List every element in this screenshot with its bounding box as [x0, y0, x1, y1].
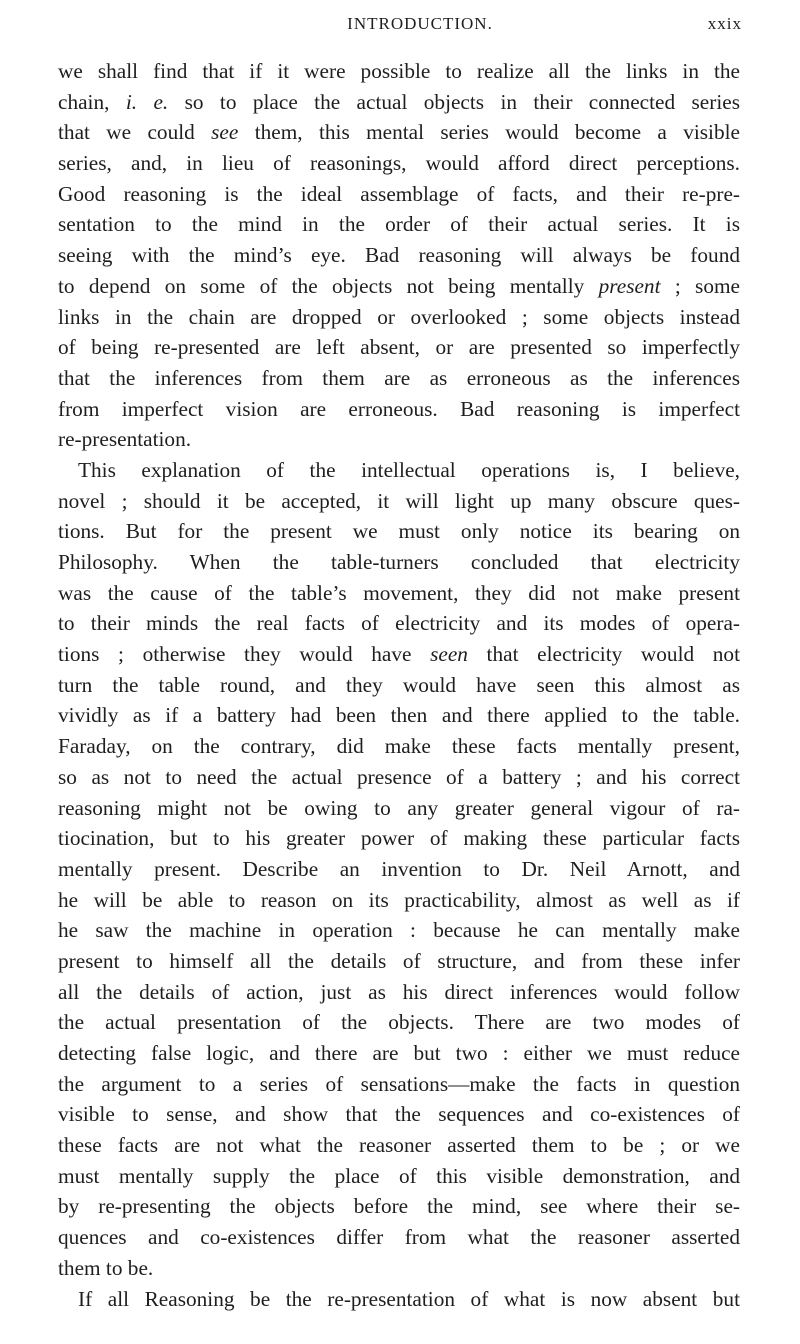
- text-segment: sentation to the mind in the order of their actual series. It is: [58, 212, 740, 237]
- text-line: [58, 87, 740, 118]
- text-segment: Faraday, on the contrary, did make these facts mentally present,: [58, 734, 740, 759]
- text-segment: quences and co-existences differ from what the reasoner asserted: [58, 1225, 740, 1250]
- text-segment: from imperfect vision are erroneous. Bad reasoning is imperfect: [58, 396, 740, 421]
- italic-text: present: [598, 273, 661, 298]
- text-segment: mentally present. Describe an invention to Dr. Neil Arnott, and: [58, 856, 740, 881]
- text-line: [58, 670, 740, 701]
- text-line: [58, 179, 740, 210]
- text-segment: chain,: [58, 89, 126, 114]
- text-segment: he will be able to reason on its practicability, almost as well as if: [58, 887, 740, 912]
- text-segment: novel ; should it be accepted, it will light up many obscure ques-: [58, 488, 740, 513]
- text-line: [58, 117, 740, 148]
- text-segment: Philosophy. When the table-turners concluded that electricity: [58, 550, 740, 574]
- text-segment: re-presentation.: [58, 427, 192, 452]
- text-line: [58, 608, 740, 639]
- text-segment: that the inferences from them are as erroneous as the inferences: [58, 365, 740, 390]
- text-line: [58, 363, 740, 394]
- text-segment: the argument to a series of sensations—make the facts in question: [58, 1071, 740, 1096]
- text-segment: we shall find that if it were possible to realize all the links in the: [58, 59, 740, 83]
- text-segment: that we could: [58, 120, 212, 145]
- text-segment: them, this mental series would become a visible: [238, 120, 740, 145]
- text-line: [58, 394, 740, 425]
- page-number: xxix: [707, 14, 742, 33]
- text-segment: so as not to need the actual presence of a battery ; and his correct: [58, 764, 740, 789]
- text-line: [58, 915, 740, 946]
- text-segment: tions. But for the present we must only notice its bearing on: [58, 519, 740, 544]
- text-line: [58, 240, 740, 271]
- text-line: [58, 302, 740, 333]
- text-line: [58, 1222, 740, 1253]
- italic-text: see: [211, 120, 239, 145]
- text-segment: ; some: [660, 273, 740, 298]
- text-line: [58, 977, 740, 1008]
- body-text: [58, 56, 740, 1314]
- text-line: [58, 762, 740, 793]
- text-line: [58, 1007, 740, 1038]
- text-line: [58, 486, 740, 517]
- text-segment: seeing with the mind’s eye. Bad reasoning will always be found: [58, 243, 740, 268]
- text-line: [58, 547, 740, 578]
- text-line: [58, 1069, 740, 1100]
- text-segment: so to place the actual objects in their connected series: [168, 89, 740, 114]
- text-segment: by re-presenting the objects before the mind, see where their se-: [58, 1194, 740, 1219]
- text-segment: turn the table round, and they would have seen this almost as: [58, 672, 740, 697]
- text-segment: links in the chain are dropped or overlooked ; some objects instead: [58, 304, 740, 329]
- text-segment: must mentally supply the place of this visible demonstration, and: [58, 1163, 740, 1188]
- text-line: [58, 209, 740, 240]
- text-segment: all the details of action, just as his direct inferences would follow: [58, 979, 740, 1004]
- text-line: [58, 1038, 740, 1069]
- text-line: [58, 1253, 740, 1284]
- text-line: [58, 854, 740, 885]
- text-line: [58, 700, 740, 731]
- text-line: [58, 1284, 740, 1315]
- running-title: INTRODUCTION.: [347, 14, 493, 33]
- text-line: [58, 1130, 740, 1161]
- text-segment: tions ; otherwise they would have: [58, 642, 431, 667]
- text-line: [58, 56, 740, 87]
- text-segment: that electricity would not: [467, 642, 740, 667]
- text-segment: detecting false logic, and there are but two : either we must reduce: [58, 1041, 740, 1065]
- text-segment: he saw the machine in operation : because he can mentally make: [58, 918, 740, 943]
- text-segment: reasoning might not be owing to any greater general vigour of ra-: [58, 795, 740, 820]
- text-segment: present to himself all the details of structure, and from these infer: [58, 948, 740, 973]
- text-segment: to depend on some of the objects not being mentally: [58, 273, 599, 298]
- text-segment: This explanation of the intellectual operations is, I believe,: [78, 457, 740, 482]
- text-line: [58, 639, 740, 670]
- text-line: [58, 578, 740, 609]
- text-line: [58, 271, 740, 302]
- text-segment: series, and, in lieu of reasonings, would afford direct perceptions.: [58, 151, 740, 176]
- text-line: [58, 148, 740, 179]
- text-line: [58, 455, 740, 486]
- text-line: [58, 793, 740, 824]
- text-segment: was the cause of the table’s movement, they did not make present: [58, 580, 740, 605]
- text-segment: If all Reasoning be the re-presentation of what is now absent but: [78, 1286, 740, 1311]
- text-line: [58, 1191, 740, 1222]
- text-segment: them to be.: [58, 1255, 154, 1280]
- text-line: [58, 516, 740, 547]
- text-line: [58, 731, 740, 762]
- text-line: [58, 424, 740, 455]
- text-segment: of being re-presented are left absent, or are presented so imperfectly: [58, 335, 740, 360]
- text-line: [58, 946, 740, 977]
- text-segment: visible to sense, and show that the sequences and co-existences of: [58, 1102, 740, 1127]
- text-line: [58, 885, 740, 916]
- text-segment: these facts are not what the reasoner asserted them to be ; or we: [58, 1133, 740, 1158]
- italic-text: seen: [430, 642, 468, 667]
- text-line: [58, 823, 740, 854]
- text-segment: Good reasoning is the ideal assemblage of facts, and their re-pre-: [58, 181, 740, 206]
- text-line: [58, 1099, 740, 1130]
- italic-text: i. e.: [125, 89, 169, 114]
- running-head: [58, 14, 742, 44]
- text-segment: tiocination, but to his greater power of making these particular facts: [58, 826, 740, 851]
- text-segment: the actual presentation of the objects. There are two modes of: [58, 1010, 740, 1035]
- text-segment: to their minds the real facts of electricity and its modes of opera-: [58, 611, 740, 636]
- text-line: [58, 1161, 740, 1192]
- text-line: [58, 332, 740, 363]
- text-segment: vividly as if a battery had been then and there applied to the table.: [58, 703, 740, 728]
